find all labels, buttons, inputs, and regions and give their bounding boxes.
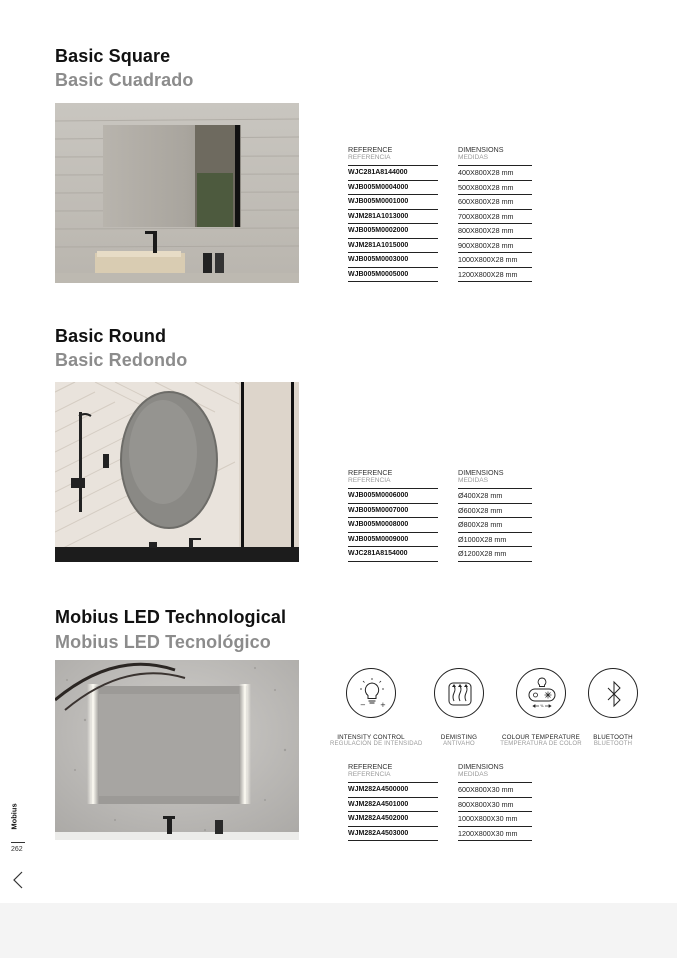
- side-section-label: [11, 800, 25, 840]
- spec-table: [348, 146, 532, 282]
- table-row: WJB005M0005000 1200X800X28 mm: [348, 267, 532, 282]
- svg-text:−: −: [360, 701, 366, 709]
- table-row: WJB005M0001000 600X800X28 mm: [348, 195, 532, 210]
- feature-label-es: REGULACIÓN DE INTENSIDAD: [330, 741, 423, 747]
- page-number: 262: [11, 846, 23, 853]
- table-row: WJB005M0004000 500X800X28 mm: [348, 180, 532, 195]
- feature-label: COLOUR TEMPERATURE: [502, 734, 580, 741]
- feature-intensity-control: [330, 668, 423, 747]
- feature-label: DEMISTING: [440, 734, 478, 741]
- feature-label: INTENSITY CONTROL: [337, 734, 405, 741]
- table-row: WJB005M0007000 Ø600X28 mm: [348, 503, 532, 518]
- section-title: Mobius LED Technological: [55, 607, 287, 627]
- table-row: WJC281A8154000 Ø1200X28 mm: [348, 547, 532, 562]
- table-row: WJC281A8144000 400X800X28 mm: [348, 166, 532, 181]
- table-row: WJM282A4502000 1000X800X30 mm: [348, 812, 532, 827]
- footer-band: [0, 903, 677, 958]
- table-row: WJB005M0006000 Ø400X28 mm: [348, 489, 532, 504]
- side-label-text: Mobius: [9, 803, 19, 830]
- section-subtitle: Mobius LED Tecnológico: [55, 632, 271, 652]
- table-row: WJM281A1015000 900X800X28 mm: [348, 238, 532, 253]
- table-row: WJB005M0009000 Ø1000X28 mm: [348, 532, 532, 547]
- bulb-intensity-icon: [346, 668, 396, 718]
- table-row: WJM282A4503000 1200X800X30 mm: [348, 826, 532, 841]
- feature-label: BLUETOOTH: [593, 734, 633, 741]
- dimensions-header: DIMENSIONS MEDIDAS: [458, 468, 504, 484]
- product-photo-basic-round: [55, 382, 299, 562]
- table-row: WJM282A4500000 600X800X30 mm: [348, 783, 532, 798]
- svg-text:%: %: [540, 704, 544, 709]
- svg-text:+: +: [380, 701, 386, 709]
- side-divider: [11, 842, 25, 843]
- spec-table: [348, 763, 532, 841]
- feature-label-es: ANTIVAHO: [443, 741, 475, 747]
- table-row: WJM281A1013000 700X800X28 mm: [348, 209, 532, 224]
- dimensions-header: DIMENSIONS MEDIDAS: [458, 145, 504, 161]
- product-photo-basic-square: [55, 103, 299, 283]
- table-row: WJM282A4501000 800X800X30 mm: [348, 797, 532, 812]
- product-photo-mobius-led: [55, 660, 299, 840]
- section-title: Basic Square: [55, 46, 171, 66]
- table-row: WJB005M0008000 Ø800X28 mm: [348, 518, 532, 533]
- section-title: Basic Round: [55, 326, 167, 346]
- feature-bluetooth: [572, 668, 654, 747]
- back-chevron-icon[interactable]: [11, 870, 27, 890]
- feature-demisting: [418, 668, 500, 747]
- table-row: WJB005M0002000 800X800X28 mm: [348, 224, 532, 239]
- reference-header: REFERENCE REFERENCIA: [348, 145, 393, 161]
- feature-label-es: BLUETOOTH: [593, 741, 633, 747]
- feature-label-es: TEMPERATURA DE COLOR: [500, 741, 582, 747]
- section-subtitle: Basic Redondo: [55, 350, 188, 370]
- demisting-icon: [434, 668, 484, 718]
- spec-table: [348, 469, 532, 562]
- reference-header: REFERENCE REFERENCIA: [348, 468, 393, 484]
- colour-temperature-icon: [516, 668, 566, 718]
- dimensions-header: DIMENSIONS MEDIDAS: [458, 762, 504, 778]
- bluetooth-icon: [588, 668, 638, 718]
- features-row: [330, 668, 640, 753]
- section-subtitle: Basic Cuadrado: [55, 70, 194, 90]
- feature-colour-temperature: [500, 668, 582, 747]
- table-row: WJB005M0003000 1000X800X28 mm: [348, 253, 532, 268]
- reference-header: REFERENCE REFERENCIA: [348, 762, 393, 778]
